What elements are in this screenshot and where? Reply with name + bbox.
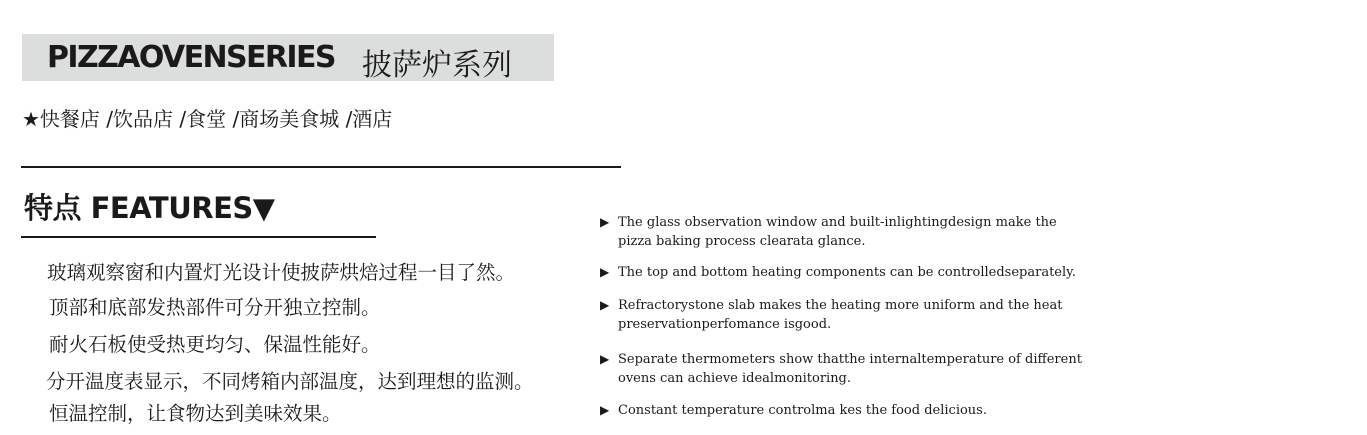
feature-en-text: Constant temperature controlma kes the food delicious. bbox=[618, 403, 987, 418]
feature-cn-4: 分开温度表显示，不同烤箱内部温度，达到理想的监测。 bbox=[46, 370, 534, 393]
series-title-cn: 披萨炉系列 bbox=[362, 48, 512, 83]
feature-cn-3: 耐火石板使受热更均匀、保温性能好。 bbox=[49, 333, 381, 356]
feature-en-text: Refractorystone slab makes the heating more uniform and the heat preservationperfomance isgood. bbox=[618, 298, 1063, 332]
feature-en-item bbox=[600, 350, 1082, 388]
bullet-triangle-icon: ▶ bbox=[600, 403, 610, 417]
venue-list: ★快餐店 /饮品店 /食堂 /商场美食城 /酒店 bbox=[22, 107, 393, 131]
feature-cn-5: 恒温控制，让食物达到美味效果。 bbox=[49, 402, 342, 425]
feature-en-text: The top and bottom heating components can be controlledseparately. bbox=[618, 265, 1076, 280]
bullet-triangle-icon: ▶ bbox=[600, 298, 610, 312]
feature-en-text: The glass observation window and built-inlightingdesign make the pizza baking process clearata glance. bbox=[618, 215, 1057, 249]
feature-en-item bbox=[600, 263, 1076, 282]
series-title-en: PIZZAOVENSERIES bbox=[47, 40, 335, 75]
feature-cn-1: 玻璃观察窗和内置灯光设计使披萨烘焙过程一目了然。 bbox=[47, 261, 516, 284]
bullet-triangle-icon: ▶ bbox=[600, 352, 610, 366]
bullet-triangle-icon: ▶ bbox=[600, 215, 610, 229]
divider-top bbox=[21, 166, 621, 168]
feature-en-item bbox=[600, 296, 1062, 334]
feature-en-item bbox=[600, 213, 1057, 251]
feature-cn-2: 顶部和底部发热部件可分开独立控制。 bbox=[49, 296, 381, 319]
features-heading: 特点 FEATURES▼ bbox=[24, 191, 275, 225]
feature-en-item bbox=[600, 401, 987, 420]
bullet-triangle-icon: ▶ bbox=[600, 265, 610, 279]
features-underline bbox=[21, 236, 376, 238]
feature-en-text: Separate thermometers show thatthe internaltemperature of different ovens can achieve idealmonitoring. bbox=[618, 352, 1082, 386]
